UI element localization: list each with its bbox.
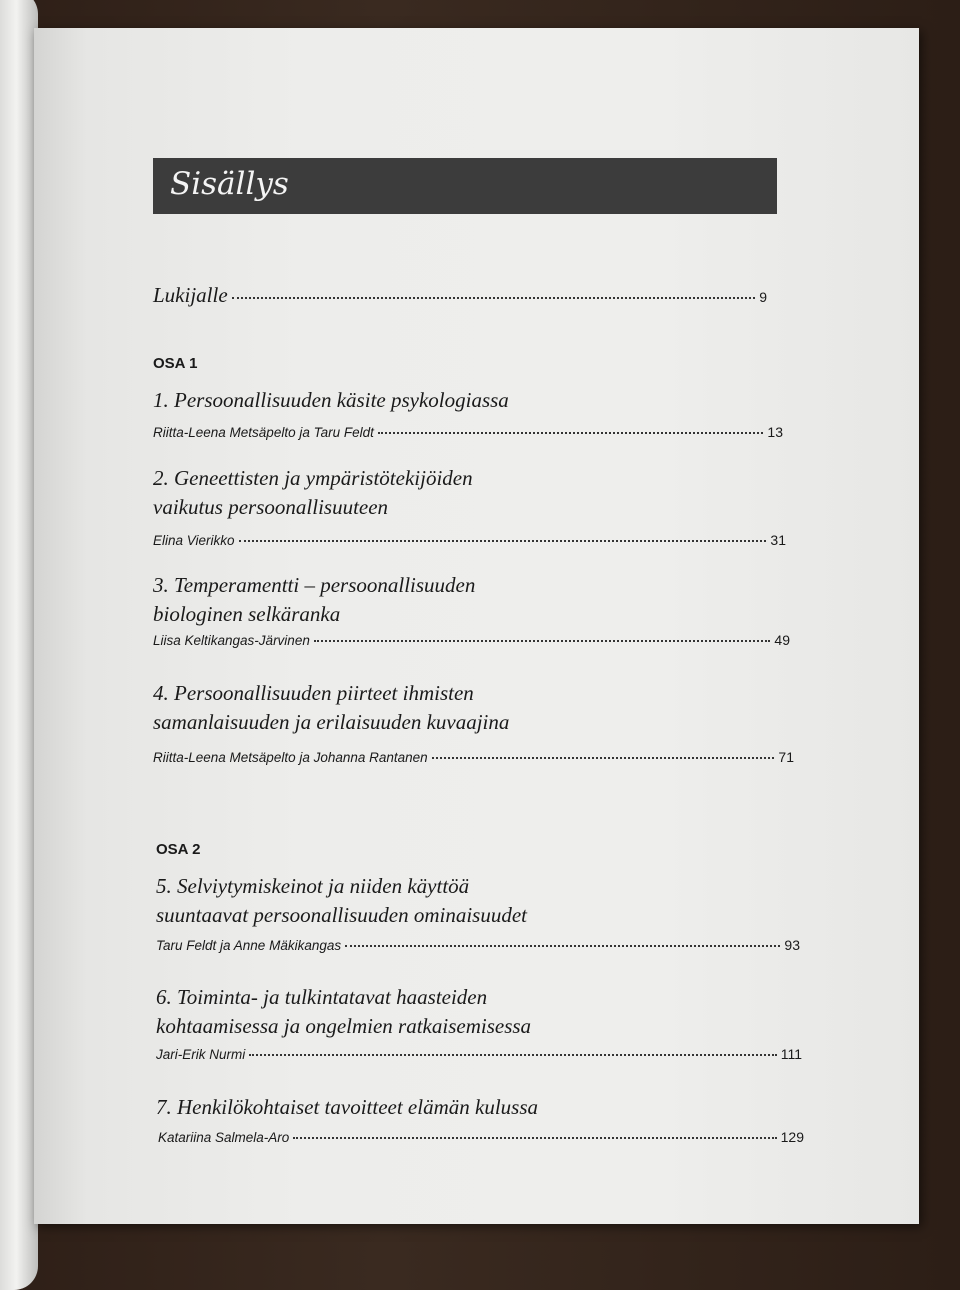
toc-page-number: 31	[770, 532, 786, 548]
toc-page-number: 71	[778, 749, 794, 765]
toc-page-number: 9	[759, 289, 767, 305]
part-label: OSA 1	[153, 355, 198, 372]
chapter-title-line: vaikutus persoonallisuuteen	[153, 495, 389, 519]
chapter-authors: Riitta-Leena Metsäpelto ja Taru Feldt	[153, 425, 374, 440]
contents-heading-bar	[153, 158, 777, 214]
chapter-authors: Taru Feldt ja Anne Mäkikangas	[156, 938, 342, 953]
chapter-title[interactable]	[153, 679, 509, 737]
chapter-title-line: 6. Toiminta- ja tulkintatavat haasteiden	[156, 985, 488, 1009]
chapter-title[interactable]	[156, 983, 531, 1041]
chapter-title[interactable]	[153, 386, 509, 415]
contents-heading: Sisällys	[170, 166, 289, 202]
toc-page-number: 129	[780, 1129, 804, 1145]
chapter-title-line: 1. Persoonallisuuden käsite psykologiassa	[153, 388, 509, 412]
chapter-title[interactable]	[156, 1093, 538, 1122]
dot-leader	[432, 756, 775, 759]
chapter-author-row	[153, 532, 786, 548]
dot-leader	[345, 944, 780, 947]
chapter-title-line: 5. Selviytymiskeinot ja niiden käyttöä	[156, 874, 470, 898]
chapter-title-line: 4. Persoonallisuuden piirteet ihmisten	[153, 681, 474, 705]
chapter-title[interactable]	[156, 872, 527, 930]
chapter-title-line: 3. Temperamentti – persoonallisuuden	[153, 573, 476, 597]
chapter-author-row	[153, 749, 794, 765]
chapter-author-row	[156, 937, 800, 953]
chapter-title[interactable]	[153, 571, 475, 629]
toc-page-number: 49	[774, 632, 790, 648]
toc-entry-title: Lukijalle	[153, 283, 228, 307]
part-label: OSA 2	[156, 841, 201, 858]
dot-leader	[232, 296, 756, 299]
chapter-authors: Jari-Erik Nurmi	[156, 1047, 246, 1062]
adjacent-page-edge	[0, 0, 38, 1290]
chapter-author-row	[153, 424, 783, 440]
chapter-author-row	[158, 1129, 804, 1145]
chapter-author-row	[156, 1046, 802, 1062]
chapter-authors: Riitta-Leena Metsäpelto ja Johanna Rantanen	[153, 750, 428, 765]
chapter-title-line: 7. Henkilökohtaiset tavoitteet elämän kulussa	[156, 1095, 538, 1119]
dot-leader	[249, 1053, 776, 1056]
dot-leader	[293, 1136, 776, 1139]
chapter-title-line: suuntaavat persoonallisuuden ominaisuudet	[156, 903, 527, 927]
dot-leader	[239, 539, 767, 542]
toc-page-number: 93	[784, 937, 800, 953]
toc-page-number: 111	[780, 1046, 802, 1062]
chapter-title-line: samanlaisuuden ja erilaisuuden kuvaajina	[153, 710, 510, 734]
toc-page-number: 13	[767, 424, 783, 440]
chapter-author-row	[153, 632, 790, 648]
toc-entry-preface[interactable]	[153, 283, 767, 308]
chapter-authors: Elina Vierikko	[153, 533, 235, 548]
chapter-authors: Katariina Salmela-Aro	[158, 1130, 290, 1145]
dot-leader	[314, 639, 771, 642]
chapter-title-line: 2. Geneettisten ja ympäristötekijöiden	[153, 466, 473, 490]
book-page	[34, 28, 919, 1224]
chapter-title-line: kohtaamisessa ja ongelmien ratkaisemisessa	[156, 1014, 532, 1038]
chapter-title[interactable]	[153, 464, 473, 522]
chapter-authors: Liisa Keltikangas-Järvinen	[153, 633, 310, 648]
dot-leader	[378, 431, 764, 434]
chapter-title-line: biologinen selkäranka	[153, 602, 341, 626]
